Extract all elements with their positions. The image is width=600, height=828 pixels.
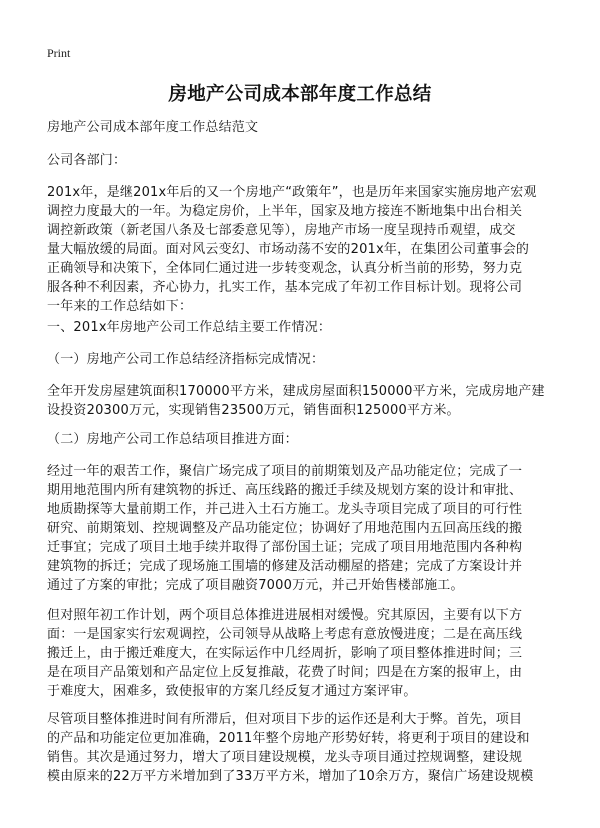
delay-reasons-paragraph xyxy=(47,606,522,701)
paragraph-line: 地质勘探等大量前期工作，并己进入土石方施工。龙头寺项目完成了项目的可行性 xyxy=(47,502,523,517)
paragraph-line: 正确领导和决策下，全体同仁通过进一步转变观念，认真分析当前的形势，努力克 xyxy=(47,261,523,276)
paragraph-line: 通过了方案的审批；完成了项目融资7000万元，并己开始售楼部施工。 xyxy=(47,578,464,593)
salutation: 公司各部门： xyxy=(47,153,127,168)
benefits-paragraph xyxy=(47,710,533,786)
document-subtitle: 房地产公司成本部年度工作总结范文 xyxy=(47,120,259,135)
paragraph-line: 服各种不利因素，齐心协力，扎实工作，基本完成了年初工作目标计划。现将公司 xyxy=(47,280,523,295)
paragraph-line: 尽管项目整体推进时间有所滞后，但对项目下步的运作还是利大于弊。首先，项目 xyxy=(47,712,523,727)
paragraph-line: 设投资20300万元，实现销售23500万元，销售面积125000平方米。 xyxy=(47,403,460,418)
paragraph-line: 面：一是国家实行宏观调控，公司领导从战略上考虑有意放慢进度；二是在高压线 xyxy=(47,627,523,642)
intro-paragraph xyxy=(47,183,537,316)
paragraph-line: 调控力度最大的一年。为稳定房价，上半年，国家及地方接连不断地集中出台相关 xyxy=(47,204,523,219)
paragraph-line: 迁事宜；完成了项目土地手续并取得了部份国土证；完成了项目用地范围内各种构 xyxy=(47,540,523,555)
economic-indicators-paragraph xyxy=(47,382,545,420)
paragraph-line: 研究、前期策划、控规调整及产品功能定位；协调好了用地范围内五回高压线的搬 xyxy=(47,521,523,536)
paragraph-line: 但对照年初工作计划，两个项目总体推进进展相对缓慢。究其原因，主要有以下方 xyxy=(47,608,523,623)
paragraph-line: 经过一年的艰苦工作，聚信广场完成了项目的前期策划及产品功能定位；完成了一 xyxy=(47,464,523,479)
project-progress-paragraph xyxy=(47,462,522,595)
paragraph-line: 是在项目产品策划和产品定位上反复推敲，花费了时间；四是在方案的报审上，由 xyxy=(47,665,523,680)
paragraph-line: 201x年，是继201x年后的又一个房地产“政策年”，也是历年来国家实施房地产宏观 xyxy=(47,185,537,200)
paragraph-line: 调控新政策（新老国八条及七部委意见等），房地产市场一度呈现持币观望，成交 xyxy=(47,223,516,238)
paragraph-line: 销售。其次是通过努力，增大了项目建设规模，龙头寺项目通过控规调整，建设规 xyxy=(47,750,523,765)
subsection-2-heading: （二）房地产公司工作总结项目推进方面： xyxy=(47,432,298,447)
paragraph-line: 量大幅放缓的局面。面对风云变幻、市场动荡不安的201x年，在集团公司董事会的 xyxy=(47,242,530,257)
paragraph-line: 搬迁上，由于搬迁难度大，在实际运作中几经周折，影响了项目整体推进时间；三 xyxy=(47,646,523,661)
paragraph-line: 的产品和功能定位更加准确，2011年整个房地产形势好转，将更利于项目的建设和 xyxy=(47,731,530,746)
paragraph-line: 一年来的工作总结如下： xyxy=(47,299,193,314)
section-1-heading: 一、201x年房地产公司工作总结主要工作情况： xyxy=(47,320,332,335)
document-title: 房地产公司成本部年度工作总结 xyxy=(168,84,432,105)
print-label: Print xyxy=(47,46,71,60)
paragraph-line: 期用地范围内所有建筑物的拆迁、高压线路的搬迁手续及规划方案的设计和审批、 xyxy=(47,483,523,498)
paragraph-line: 模由原来的22万平方米增加到了33万平方米，增加了10余万方，聚信广场建设规模 xyxy=(47,769,534,784)
subsection-1-heading: （一）房地产公司工作总结经济指标完成情况： xyxy=(47,352,325,367)
paragraph-line: 建筑物的拆迁；完成了现场施工围墙的修建及活动棚屋的搭建；完成了方案设计并 xyxy=(47,559,523,574)
paragraph-line: 于难度大，困难多，致使报审的方案几经反复才通过方案评审。 xyxy=(47,684,417,699)
paragraph-line: 全年开发房屋建筑面积170000平方米，建成房屋面积150000平方米，完成房地产建 xyxy=(47,384,545,399)
